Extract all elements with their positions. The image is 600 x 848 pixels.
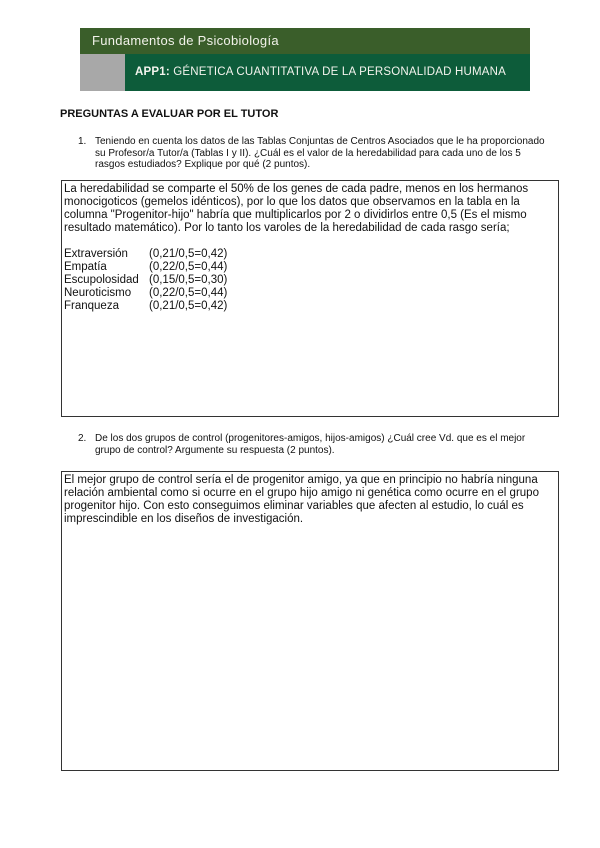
- trait-value: (0,22/0,5=0,44): [149, 287, 228, 299]
- trait-name: Escupolosidad: [64, 274, 139, 286]
- section-title: PREGUNTAS A EVALUAR POR EL TUTOR: [60, 108, 279, 120]
- trait-row: [64, 248, 556, 261]
- course-title: Fundamentos de Psicobiología: [92, 33, 279, 48]
- trait-value: (0,21/0,5=0,42): [149, 248, 228, 260]
- header-accent-block: [80, 54, 125, 91]
- trait-name: Extraversión: [64, 248, 128, 260]
- trait-name: Empatía: [64, 261, 107, 273]
- activity-header: [125, 54, 530, 91]
- activity-title: GÉNETICA CUANTITATIVA DE LA PERSONALIDAD HUMANA: [173, 66, 507, 78]
- question-text: De los dos grupos de control (progenitores-amigos, hijos-amigos) ¿Cuál cree Vd. que es el mejor grupo de control? Argumente su respuesta (2 puntos).: [95, 433, 526, 456]
- answer-text: La heredabilidad se comparte el 50% de los genes de cada padre, menos en los hermanos monocigoticos (gemelos idénticos), por lo que los datos que observamos en la tabla en la columna "Progenitor-hijo" habría que multiplicarlos por 2 o dividirlos entre 0,5 (Es el mismo resultado matemático). Por lo tanto los varoles de la heredabilidad de cada rasgo sería;: [64, 183, 529, 234]
- trait-name: Neuroticismo: [64, 287, 132, 299]
- question-2: [78, 433, 548, 456]
- heritability-list: [64, 248, 556, 313]
- answer-text: El mejor grupo de control sería el de progenitor amigo, ya que en principio no habría ninguna relación ambiental como si ocurre en el grupo hijo amigo ni genética como ocurre en el grupo progenitor hijo. Con esto conseguimos eliminar variables que afecten al estudio, lo cuál es imprescindible en los diseños de investigación.: [64, 474, 539, 525]
- trait-row: [64, 274, 556, 287]
- trait-value: (0,15/0,5=0,30): [149, 274, 228, 286]
- activity-code: APP1:: [135, 66, 170, 78]
- question-number: 2.: [78, 433, 87, 444]
- trait-value: (0,21/0,5=0,42): [149, 300, 228, 312]
- trait-row: [64, 261, 556, 274]
- course-header: [80, 28, 530, 54]
- trait-row: [64, 287, 556, 300]
- answer-box-2[interactable]: [61, 471, 559, 771]
- trait-row: [64, 300, 556, 313]
- answer-box-1[interactable]: [61, 180, 559, 417]
- question-1: [78, 136, 548, 171]
- question-number: 1.: [78, 136, 87, 147]
- question-text: Teniendo en cuenta los datos de las Tablas Conjuntas de Centros Asociados que le ha proporcionado su Profesor/a Tutor/a (Tablas I y II). ¿Cuál es el valor de la heredabilidad para cada uno de los 5 rasgos estudiados? Explique por qué (2 puntos).: [95, 136, 545, 170]
- trait-name: Franqueza: [64, 300, 119, 312]
- trait-value: (0,22/0,5=0,44): [149, 261, 228, 273]
